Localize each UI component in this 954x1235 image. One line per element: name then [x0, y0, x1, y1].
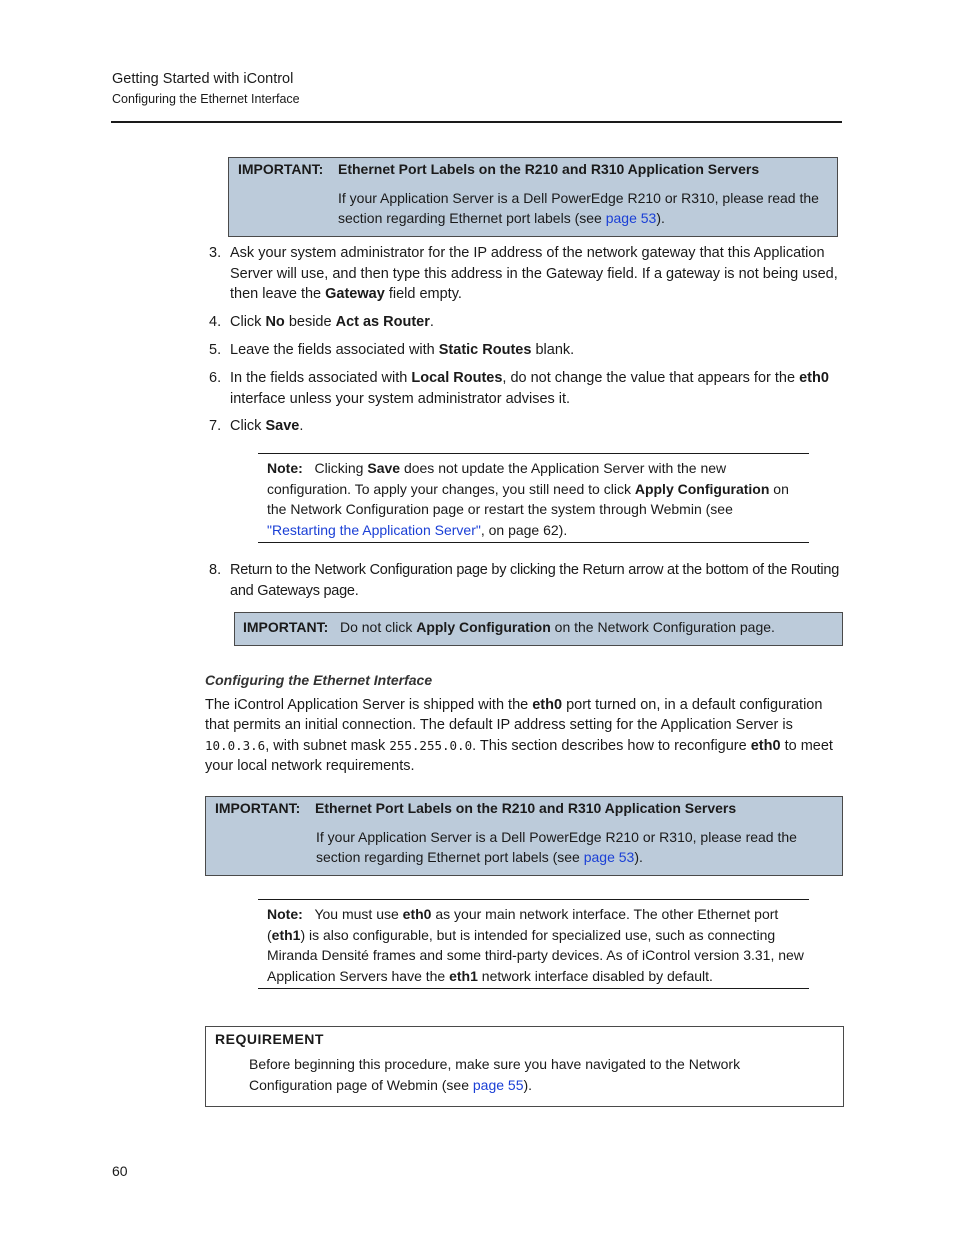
running-header-section: Configuring the Ethernet Interface: [112, 92, 300, 106]
important-label: IMPORTANT:: [238, 161, 324, 177]
note-label: Note:: [267, 460, 303, 476]
note-label: Note:: [267, 906, 303, 922]
page-number: 60: [112, 1163, 128, 1179]
important-title: Ethernet Port Labels on the R210 and R310 Application Servers: [338, 161, 760, 177]
requirement-title: REQUIREMENT: [215, 1031, 324, 1047]
note-eth0: Note: You must use eth0 as your main network interface. The other Ethernet port (eth1) is also configurable, but is intended for specialized use, such as connecting Miranda Densité frames and some third-party devices. As of iControl version 3.31, new Application Servers have the eth1 network interface disabled by default.: [258, 899, 809, 989]
page-55-link[interactable]: page 55: [472, 1077, 524, 1093]
page-53-link[interactable]: page 53: [605, 210, 657, 226]
important-body: If your Application Server is a Dell PowerEdge R210 or R310, please read the section regarding Ethernet port labels (see page 53).: [316, 829, 797, 865]
important-box-port-labels: [228, 157, 838, 237]
running-header-title: Getting Started with iControl: [112, 71, 294, 87]
important-body: If your Application Server is a Dell PowerEdge R210 or R310, please read the section regarding Ethernet port labels (see page 53).: [338, 190, 819, 226]
section-heading: Configuring the Ethernet Interface: [205, 672, 433, 688]
important-box-apply: IMPORTANT: Do not click Apply Configuration on the Network Configuration page.: [234, 612, 843, 646]
section-paragraph: The iControl Application Server is shipped with the eth0 port turned on, in a default configuration that permits an initial connection. The default IP address setting for the Application Server is 10.0.3.6, with subnet mask 255.255.0.0. This section describes how to reconfigure eth0 to meet your local network requirements.: [205, 697, 833, 774]
important-label: IMPORTANT:: [243, 619, 329, 635]
important-title: Ethernet Port Labels on the R210 and R310 Application Servers: [315, 800, 737, 816]
requirement-box: [205, 1026, 844, 1107]
requirement-body: Before beginning this procedure, make sure you have navigated to the Network Configuration page of Webmin (see page 55).: [249, 1056, 741, 1093]
note-save: Note: Clicking Save does not update the Application Server with the new configuration. To apply your changes, you still need to click Apply Configuration on the Network Configuration page or restart the system through Webmin (see "Restarting the Application Server", on page 62).: [258, 453, 809, 543]
important-label: IMPORTANT:: [215, 800, 301, 816]
header-rule: [111, 121, 842, 123]
restarting-server-link[interactable]: "Restarting the Application Server": [267, 521, 481, 538]
page-53-link[interactable]: page 53: [583, 849, 635, 865]
important-box-port-labels-2: [205, 796, 843, 876]
